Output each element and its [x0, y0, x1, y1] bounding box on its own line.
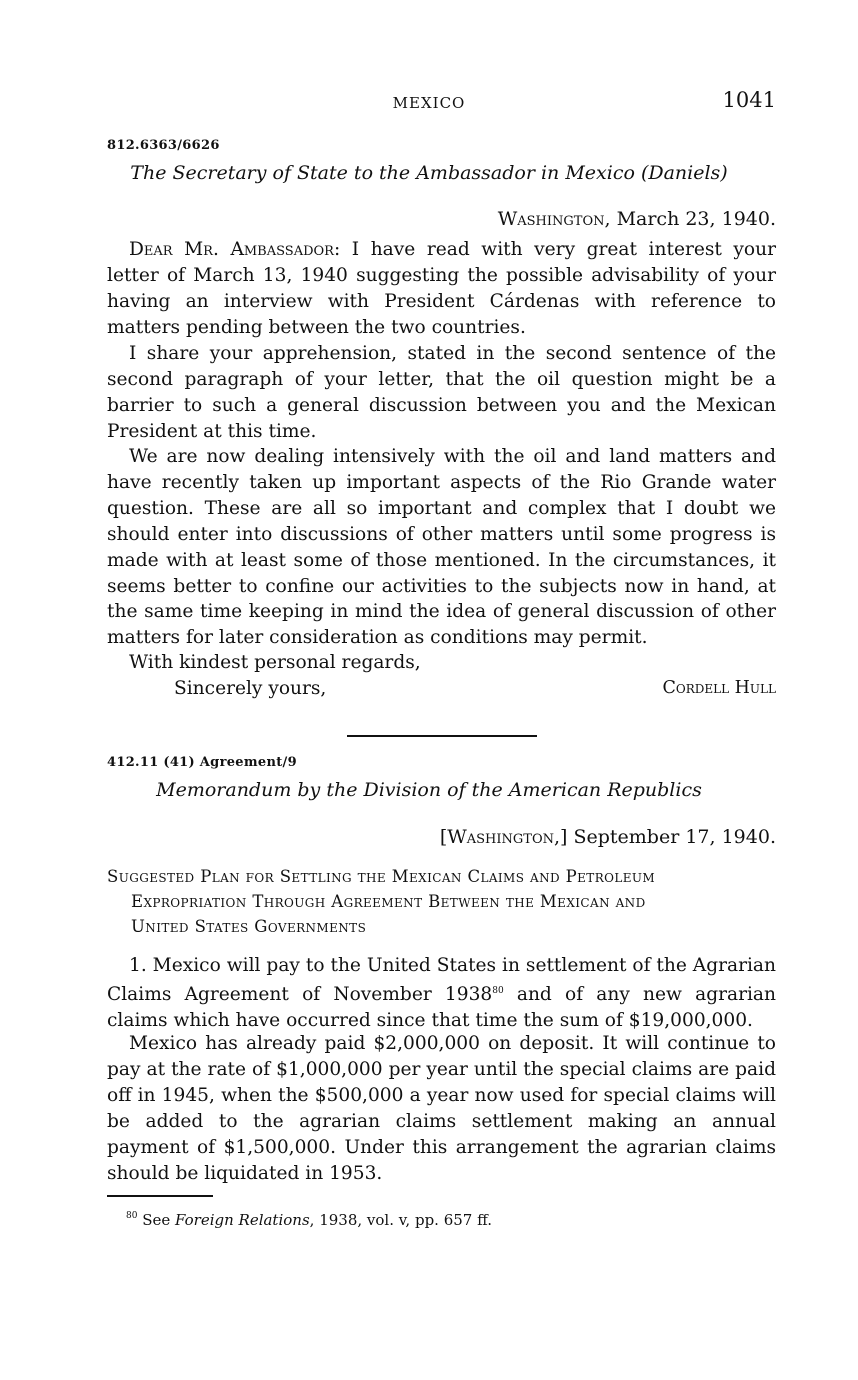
dateline-place: Washington	[497, 208, 605, 230]
dateline-1	[498, 208, 776, 230]
document-title-2: Memorandum by the Division of the American Republics	[156, 779, 702, 801]
file-reference-2: 412.11 (41) Agreement/9	[107, 755, 297, 770]
dateline-date: , March 23, 1940.	[604, 208, 776, 230]
closing: Sincerely yours,	[174, 678, 327, 699]
footnote-number: 80	[126, 1211, 138, 1221]
footnote-reference: 80	[492, 985, 504, 996]
footnote	[126, 1211, 492, 1229]
page-number: 1041	[722, 88, 776, 112]
paragraph-text: 1. Mexico will pay to the United States in settlement of the Agrarian Claims Agreement of November 1938	[107, 955, 776, 1005]
file-reference-1: 812.6363/6626	[107, 138, 220, 153]
memo-paragraph-2: Mexico has already paid $2,000,000 on deposit. It will continue to pay at the rate of $1,000,000 per year until the special claims are paid off in 1945, when the $500,000 a year now used for special claims will be added to the agrarian claims settlement making an annual payment of $1,500,000. Under this arrangement the agrarian claims should be liquidated in 1953.	[107, 1033, 776, 1184]
document-title-1: The Secretary of State to the Ambassador in Mexico (Daniels)	[130, 162, 728, 184]
footnote-rule	[107, 1195, 213, 1197]
running-title: MEXICO	[392, 94, 466, 112]
dateline-2	[440, 826, 776, 848]
dateline-date: September 17, 1940.	[567, 826, 776, 848]
bracket-close: ,]	[554, 826, 568, 848]
letter-paragraph-3: We are now dealing intensively with the oil and land matters and have recently taken up important aspects of the Rio Grande water question. These are all so important and complex that I doubt we should enter into discussions of other matters until some progress is made with at least some of those mentioned. In the circumstances, it seems better to confine our activities to the subjects now in hand, at the same time keeping in mind the idea of general discussion of other matters for later consideration as conditions may permit.	[107, 446, 776, 649]
dateline-place: Washington	[447, 826, 554, 848]
footnote-text: , 1938, vol. v, pp. 657 ff.	[309, 1211, 492, 1229]
section-heading	[107, 864, 776, 939]
salutation: Dear Mr. Ambassador	[129, 239, 334, 260]
letter-paragraph-1	[107, 237, 776, 341]
heading-line-2: Expropriation Through Agreement Between the Mexican and	[131, 892, 646, 911]
signature: Cordell Hull	[662, 678, 776, 698]
bracket-open: [	[439, 826, 448, 848]
heading-line-3: United States Governments	[131, 917, 367, 936]
footnote-source: Foreign Relations	[175, 1211, 310, 1229]
footnote-text: See	[137, 1211, 176, 1229]
paragraph-text: : I have read with very great interest your letter of March 13, 1940 suggesting the possible advisability of your having an interview with President Cárdenas with reference to matters pending between the two countries.	[107, 239, 776, 338]
closing-regards: With kindest personal regards,	[129, 652, 421, 673]
memo-paragraph-1	[107, 953, 776, 1034]
section-divider	[347, 735, 537, 737]
letter-paragraph-2: I share your apprehension, stated in the second sentence of the second paragraph of your letter, that the oil question might be a barrier to such a general discussion between you and the Mexican President at this time.	[107, 343, 776, 442]
paragraph-text: and of any new agrarian claims which have occurred since that time the sum of $19,000,000.	[107, 983, 776, 1031]
heading-line-1: Suggested Plan for Settling the Mexican Claims and Petroleum	[107, 867, 656, 886]
